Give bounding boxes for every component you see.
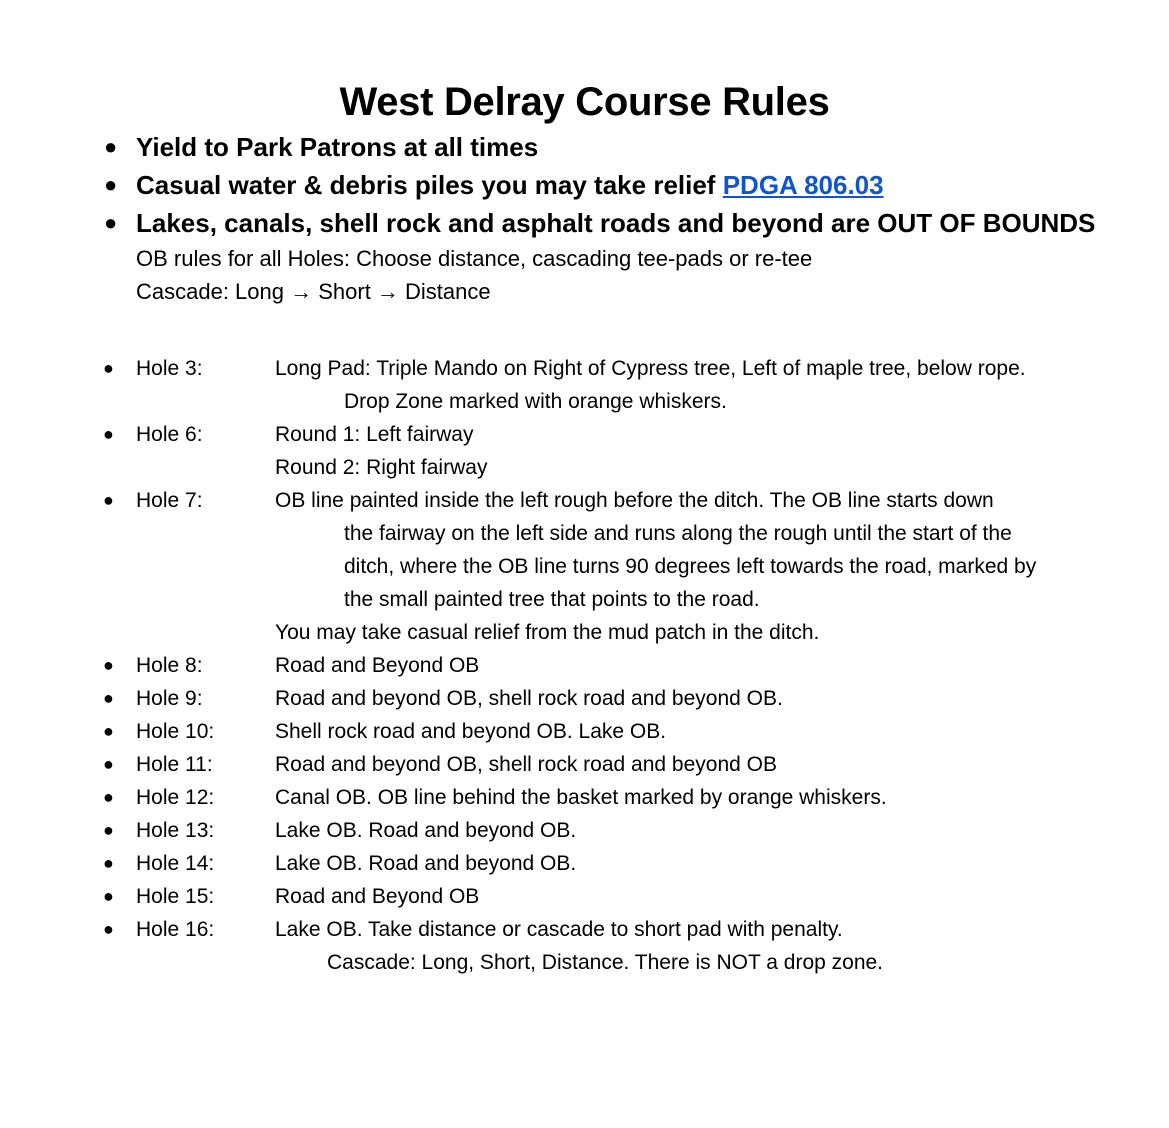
- hole-description: [275, 748, 777, 781]
- description-line: Lake OB. Road and beyond OB.: [275, 819, 577, 842]
- hole-label: Hole 12:: [136, 786, 215, 809]
- bullet-icon: ●: [103, 688, 114, 708]
- rule-out-of-bounds: [0, 204, 1169, 242]
- description-line: Drop Zone marked with orange whiskers.: [344, 390, 727, 413]
- bullet-icon: ●: [103, 358, 114, 378]
- hole-label: Hole 14:: [136, 852, 215, 875]
- bullet-icon: ●: [103, 424, 114, 444]
- description-line: Round 2: Right fairway: [275, 456, 488, 479]
- hole-description: [275, 715, 666, 748]
- description-line: You may take casual relief from the mud patch in the ditch.: [275, 621, 820, 644]
- bullet-icon: ●: [104, 210, 118, 235]
- hole-label: Hole 13:: [136, 819, 215, 842]
- bullet-icon: ●: [103, 886, 114, 906]
- hole-description: [275, 649, 479, 682]
- rule-text: Lakes, canals, shell rock and asphalt roads and beyond are OUT OF BOUNDS: [136, 208, 1096, 238]
- pdga-806-03-link[interactable]: PDGA 806.03: [722, 170, 884, 200]
- bullet-icon: ●: [103, 721, 114, 741]
- bullet-icon: ●: [103, 754, 114, 774]
- description-line: Canal OB. OB line behind the basket marked by orange whiskers.: [275, 786, 887, 809]
- bullet-icon: ●: [103, 820, 114, 840]
- description-line: Lake OB. Road and beyond OB.: [275, 852, 577, 875]
- description-line: Road and Beyond OB: [275, 885, 480, 908]
- hole-label: Hole 15:: [136, 885, 215, 908]
- hole-description: [275, 682, 783, 715]
- hole-label: Hole 16:: [136, 918, 215, 941]
- bullet-icon: ●: [103, 919, 114, 939]
- hole-description: [275, 418, 487, 484]
- cascade-note: Cascade: Long → Short → Distance: [136, 279, 491, 304]
- description-line: Road and beyond OB, shell rock road and beyond OB.: [275, 687, 783, 710]
- rule-text: Yield to Park Patrons at all times: [136, 132, 539, 162]
- hole-label: Hole 3:: [136, 357, 203, 380]
- hole-description: [275, 781, 887, 814]
- hole-description: [275, 352, 1026, 418]
- description-line: the fairway on the left side and runs along the rough until the start of the: [344, 522, 1012, 545]
- description-line: Round 1: Left fairway: [275, 423, 474, 446]
- description-line: the small painted tree that points to the road.: [344, 588, 760, 611]
- hole-label: Hole 9:: [136, 687, 203, 710]
- bullet-icon: ●: [104, 172, 118, 197]
- bullet-icon: ●: [103, 490, 114, 510]
- bullet-icon: ●: [104, 134, 118, 159]
- hole-description: [275, 880, 479, 913]
- description-line: OB line painted inside the left rough before the ditch. The OB line starts down: [275, 489, 994, 512]
- rule-text: Casual water & debris piles you may take relief: [136, 170, 723, 200]
- hole-description: [275, 847, 576, 880]
- description-line: Long Pad: Triple Mando on Right of Cypress tree, Left of maple tree, below rope.: [275, 357, 1026, 380]
- hole-label: Hole 11:: [136, 753, 213, 776]
- hole-label: Hole 6:: [136, 423, 203, 446]
- hole-description: [275, 814, 576, 847]
- ob-rules-note: OB rules for all Holes: Choose distance, cascading tee-pads or re-tee: [136, 246, 813, 271]
- description-line: ditch, where the OB line turns 90 degrees left towards the road, marked by: [344, 555, 1037, 578]
- hole-description: [275, 913, 883, 979]
- description-line: Road and beyond OB, shell rock road and beyond OB: [275, 753, 777, 776]
- hole-label: Hole 10:: [136, 720, 215, 743]
- bullet-icon: ●: [103, 853, 114, 873]
- hole-label: Hole 8:: [136, 654, 203, 677]
- description-line: Road and Beyond OB: [275, 654, 480, 677]
- bullet-icon: ●: [103, 655, 114, 675]
- hole-label: Hole 7:: [136, 489, 203, 512]
- rule-casual-relief: [0, 166, 1169, 204]
- description-line: Shell rock road and beyond OB. Lake OB.: [275, 720, 667, 743]
- hole-description: [275, 484, 1036, 649]
- bullet-icon: ●: [103, 787, 114, 807]
- description-line: Lake OB. Take distance or cascade to short pad with penalty.: [275, 918, 843, 941]
- page-title: West Delray Course Rules: [339, 80, 830, 124]
- description-line: Cascade: Long, Short, Distance. There is NOT a drop zone.: [327, 951, 884, 974]
- rule-yield-patrons: [0, 128, 1169, 166]
